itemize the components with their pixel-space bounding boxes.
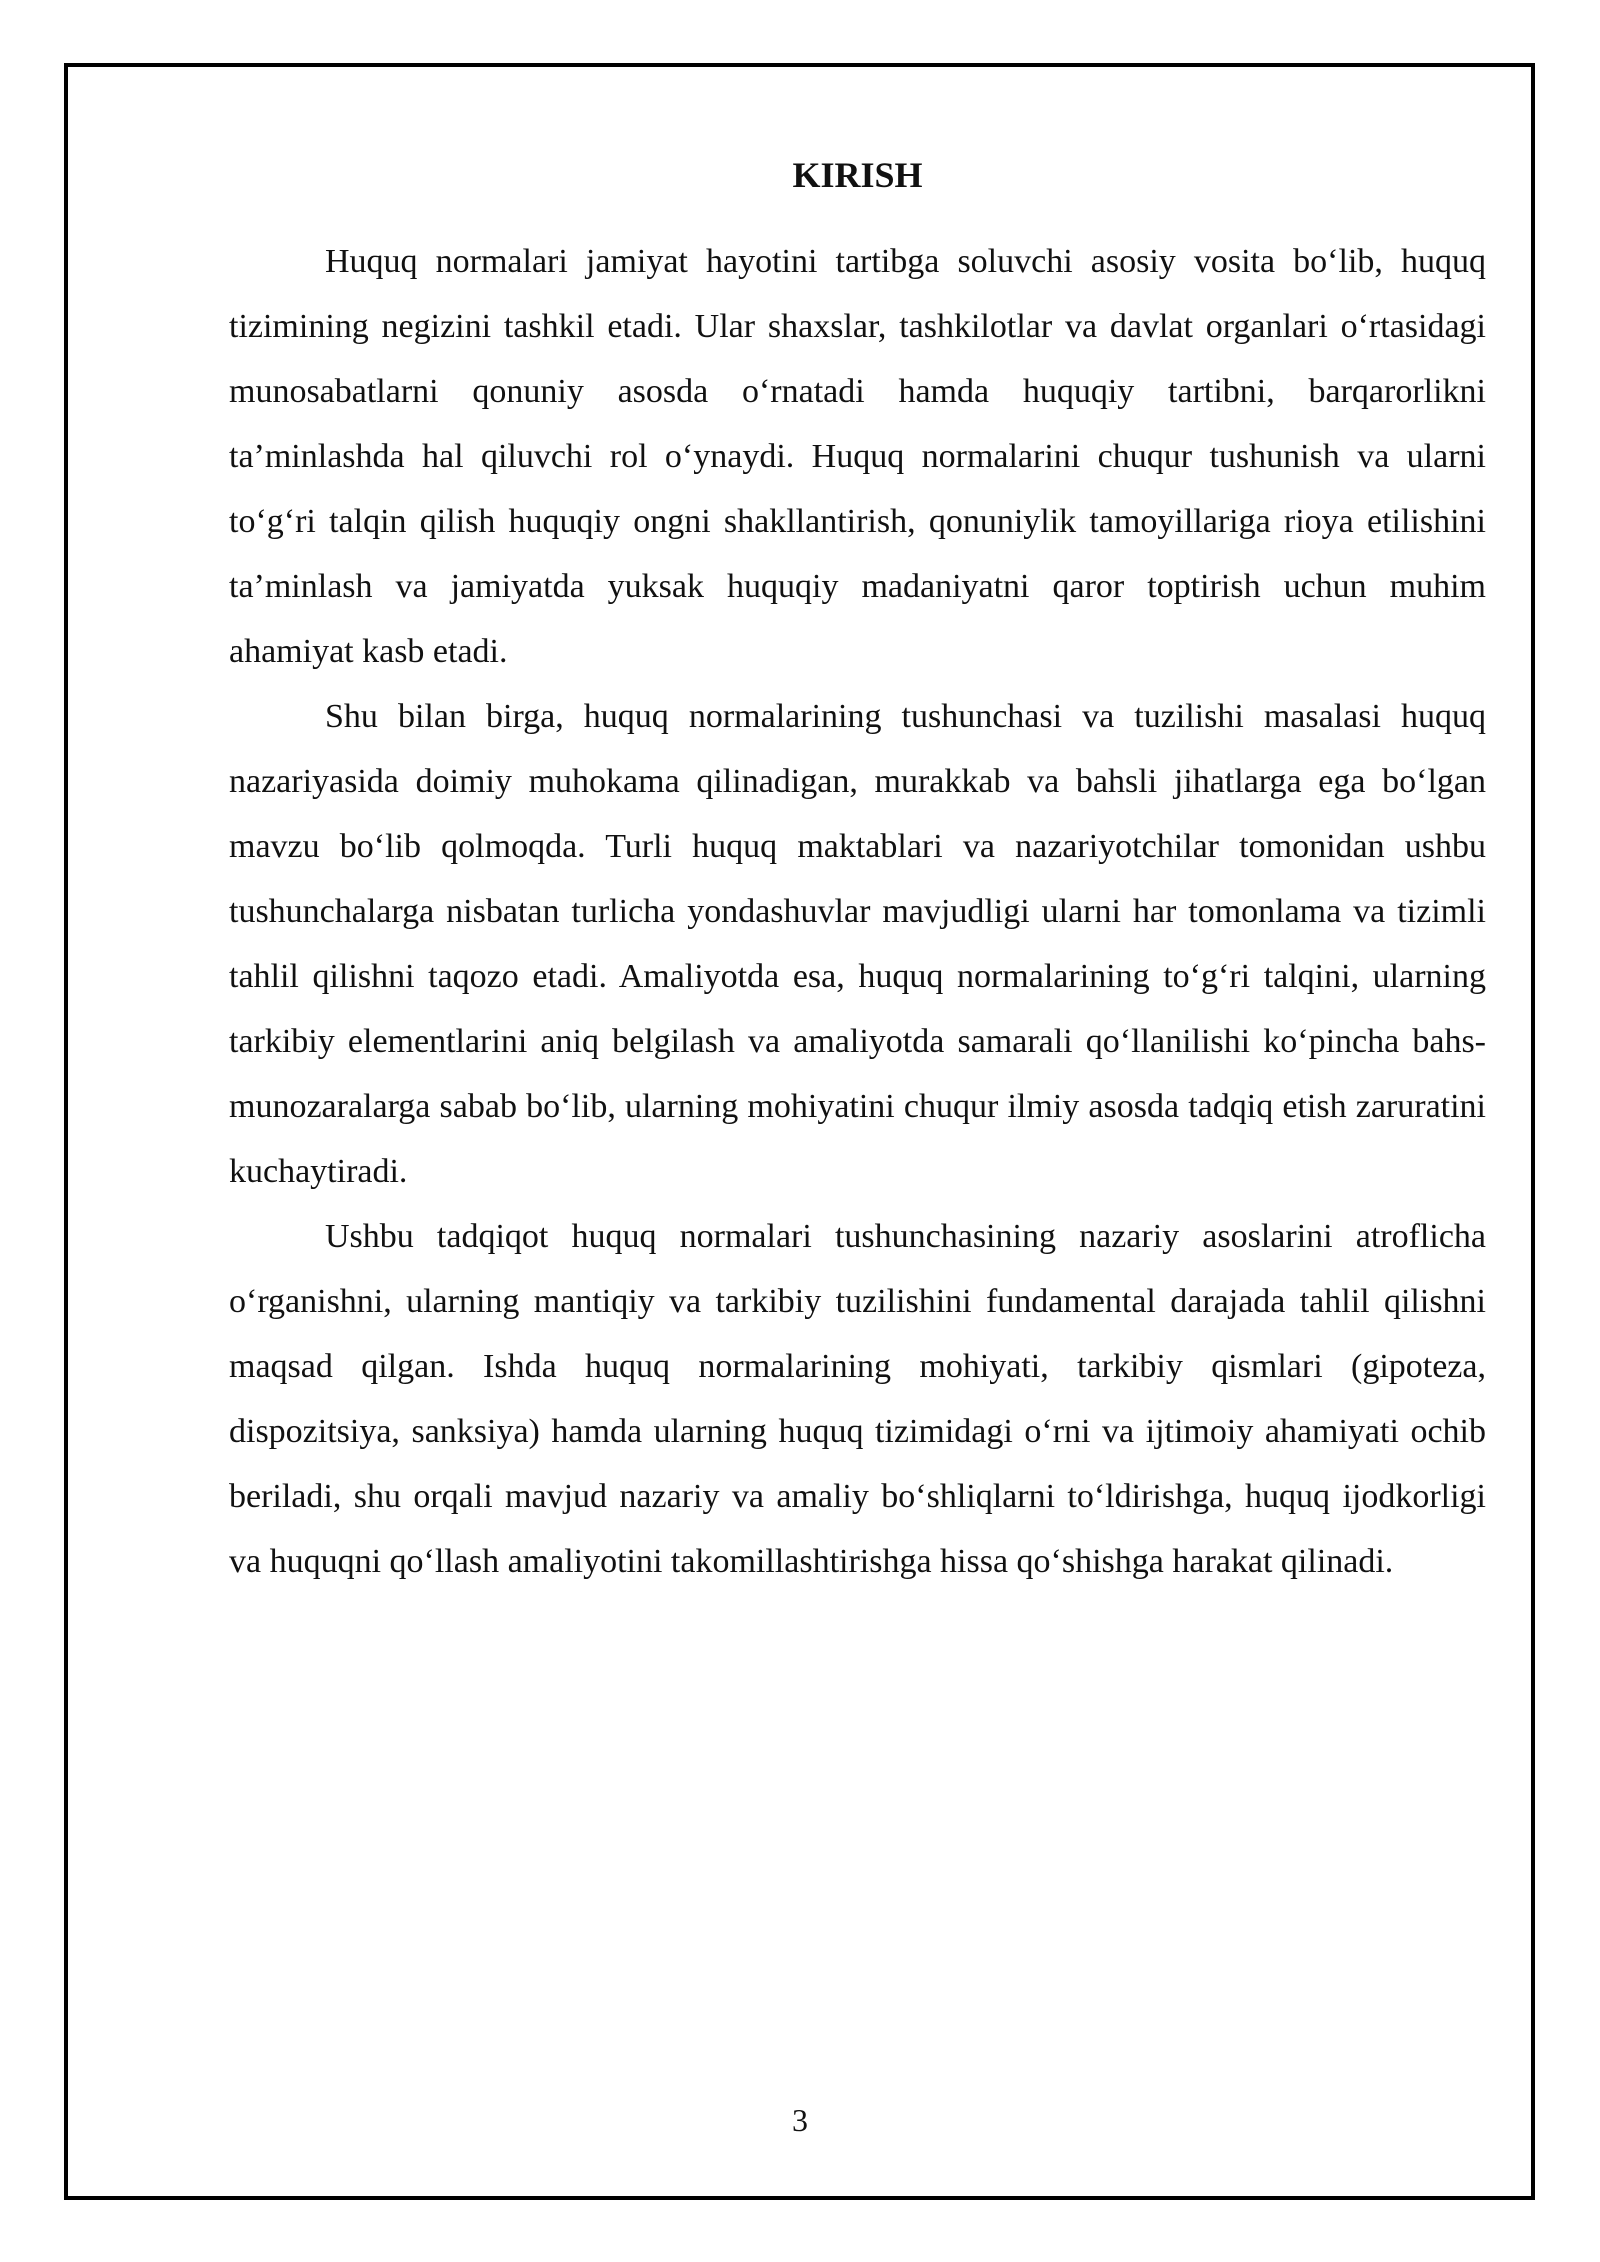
page-number: 3 (792, 2102, 808, 2138)
paragraph-1: Huquq normalari jamiyat hayotini tartibga soluvchi asosiy vosita bo‘lib, huquq tizimining negizini tashkil etadi. Ular shaxslar, tashkilotlar va davlat organlari o‘rtasidagi munosabatlarni qonuniy asosda o‘rnatadi hamda huquqiy tartibni, barqarorlikni ta’minlashda hal qiluvchi rol o‘ynaydi. Huquq normalarini chuqur tushunish va ularni to‘g‘ri talqin qilish huquqiy ongni shakllantirish, qonuniylik tamoyillariga rioya etilishini ta’minlash va jamiyatda yuksak huquqiy madaniyatni qaror toptirish uchun muhim ahamiyat kasb etadi. (229, 243, 1486, 670)
paragraph-2: Shu bilan birga, huquq normalarining tushunchasi va tuzilishi masalasi huquq nazariyasida doimiy muhokama qilinadigan, murakkab va bahsli jihatlarga ega bo‘lgan mavzu bo‘lib qolmoqda. Turli huquq maktablari va nazariyotchilar tomonidan ushbu tushunchalarga nisbatan turlicha yondashuvlar mavjudligi ularni har tomonlama va tizimli tahlil qilishni taqozo etadi. Amaliyotda esa, huquq normalarining to‘g‘ri talqini, ularning tarkibiy elementlarini aniq belgilash va amaliyotda samarali qo‘llanilishi ko‘pincha bahs-munozaralarga sabab bo‘lib, ularning mohiyatini chuqur ilmiy asosda tadqiq etish zaruratini kuchaytiradi. (229, 698, 1486, 1190)
section-title: KIRISH (792, 155, 923, 195)
page-content (229, 145, 1486, 1594)
paragraph-3: Ushbu tadqiqot huquq normalari tushunchasining nazariy asoslarini atroflicha o‘rganishni, ularning mantiqiy va tarkibiy tuzilishini fundamental darajada tahlil qilishni maqsad qilgan. Ishda huquq normalarining mohiyati, tarkibiy qismlari (gipoteza, dispozitsiya, sanksiya) hamda ularning huquq tizimidagi o‘rni va ijtimoiy ahamiyati ochib beriladi, shu orqali mavjud nazariy va amaliy bo‘shliqlarni to‘ldirishga, huquq ijodkorligi va huquqni qo‘llash amaliyotini takomillashtirishga hissa qo‘shishga harakat qilinadi. (229, 1218, 1486, 1580)
